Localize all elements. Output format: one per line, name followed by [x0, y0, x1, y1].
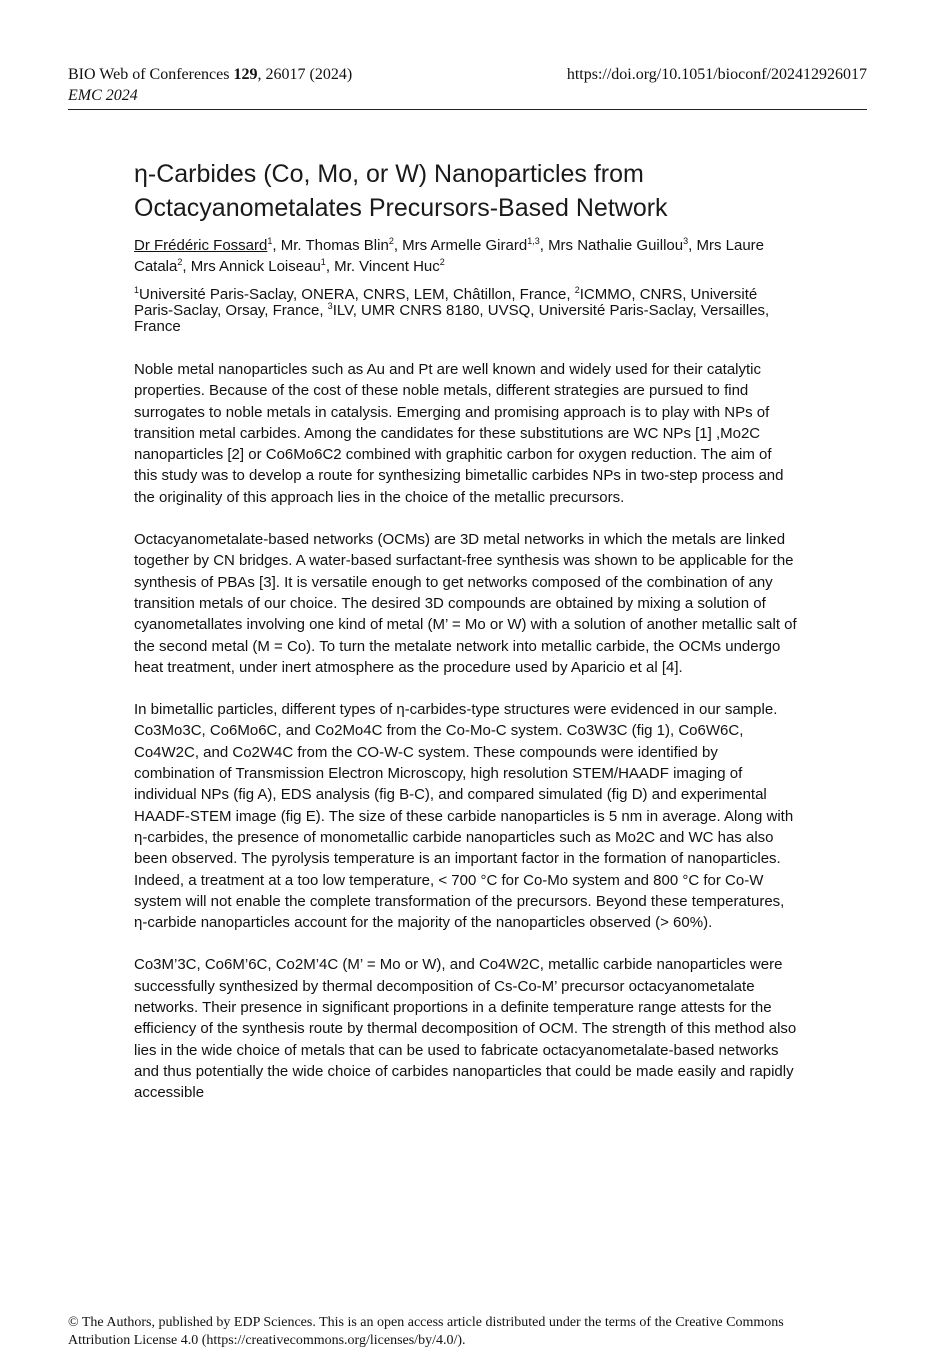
author-list	[134, 235, 798, 277]
abstract-content	[134, 157, 798, 1125]
author-affil-mark: 2	[177, 257, 183, 267]
affil-mark: 2	[574, 285, 580, 295]
journal-citation	[68, 64, 352, 106]
paragraph: Noble metal nanoparticles such as Au and Pt are well known and widely used for their catalytic properties. Because of the cost of these noble metals, different strategies are pursued to find surrogates to noble metals in catalysis. Emerging and promising approach is to play with NPs of transition metal carbides. Among the candidates for these substitutions are WC NPs [1] ,Mo2C nanoparticles [2] or Co6Mo6C2 combined with graphitic carbon for oxygen reduction. The aim of this study was to develop a route for synthesizing bimetallic carbides NPs in two-step process and the originality of this approach lies in the choice of the metallic precursors.	[134, 361, 784, 506]
author	[134, 237, 281, 254]
author-sep: ,	[688, 237, 697, 254]
title-line-2: Octacyanometalates Precursors-Based Network	[134, 194, 668, 222]
license-line-1: © The Authors, published by EDP Sciences. This is an open access article distributed under the terms of the Creative Commons	[68, 1315, 784, 1330]
license-footer	[68, 1314, 868, 1350]
author-name: Mrs Laure Catala	[134, 237, 765, 275]
author-affil-mark: 2	[388, 236, 394, 246]
author-affil-mark: 3	[683, 236, 689, 246]
author	[548, 237, 696, 254]
author	[281, 237, 402, 254]
author-affil-mark: 1	[267, 236, 273, 246]
author-name: Mrs Annick Loiseau	[190, 258, 321, 275]
license-line-2-prefix: Attribution License 4.0 (	[68, 1333, 207, 1348]
license-link[interactable]: https://creativecommons.org/licenses/by/4.0/	[206, 1333, 458, 1348]
paper-title	[134, 157, 798, 225]
author	[402, 237, 548, 254]
paragraph: Co3M’3C, Co6M’6C, Co2M’4C (M’ = Mo or W), and Co4W2C, metallic carbide nanoparticles were successfully synthesized by thermal decomposition of Cs-Co-M’ precursor octacyanometalate networks. Their presence in significant proportions in a definite temperature range attests for the efficiency of the synthesis route by thermal decomposition of OCM. The strength of this method also lies in the wide choice of metals that can be used to fabricate octacyanometalate-based networks and thus potentially the wide choice of carbides nanoparticles that could be made easily and rapidly accessible	[134, 956, 797, 1102]
license-line-2-suffix: ).	[457, 1333, 466, 1348]
author	[191, 258, 334, 275]
affil-mark: 1	[134, 285, 140, 295]
journal-article-number: , 26017 (2024)	[257, 66, 353, 83]
paragraph: Octacyanometalate-based networks (OCMs) are 3D metal networks in which the metals are linked together by CN bridges. A water-based surfactant-free synthesis was shown to be applicable for the synthesis of PBAs [3]. It is versatile enough to get networks composed of the combination of any transition metals of our choice. The desired 3D compounds are obtained by mixing a solution of cyanometallates involving one kind of metal (M’ = Mo or W) with a solution of another metallic salt of the second metal (M = Co). To turn the metalate network into metallic carbide, the OCMs undergo heat treatment, under inert atmosphere as the procedure used by Aparicio et al [4].	[134, 531, 797, 676]
title-line-1: η-Carbides (Co, Mo, or W) Nanoparticles from	[134, 160, 644, 188]
affiliations	[134, 287, 798, 335]
doi-block	[567, 64, 867, 85]
author-affil-mark: 1,3	[527, 236, 540, 246]
abstract-body	[134, 359, 798, 1104]
affiliation: Université Paris-Saclay, ONERA, CNRS, LEM, Châtillon, France,	[139, 286, 575, 303]
author-name: Mr. Vincent Huc	[334, 258, 440, 275]
journal-volume: 129	[233, 66, 258, 83]
author-name: Mrs Armelle Girard	[402, 237, 528, 254]
affiliation: ILV, UMR CNRS 8180, UVSQ, Université Paris-Saclay, Versailles, France	[134, 302, 770, 335]
author-sep: ,	[539, 237, 549, 254]
author-sep: ,	[272, 237, 281, 254]
author-affil-mark: 2	[439, 257, 445, 267]
doi-link[interactable]: https://doi.org/10.1051/bioconf/202412926017	[566, 66, 867, 83]
author-sep: ,	[182, 258, 191, 275]
author	[334, 258, 445, 275]
conference-name: EMC 2024	[68, 87, 138, 104]
paragraph: In bimetallic particles, different types of η-carbides-type structures were evidenced in our sample. Co3Mo3C, Co6Mo6C, and Co2Mo4C from the Co-Mo-C system. Co3W3C (fig 1), Co6W6C, Co4W2C, and Co2W4C from the CO-W-C system. These compounds were identified by combination of Transmission Electron Microscopy, high resolution STEM/HAADF imaging of individual NPs (fig A), EDS analysis (fig B-C), and compared simulated (fig D) and experimental HAADF-STEM image (fig E). The size of these carbide nanoparticles is 5 nm in average. Along with η-carbides, the presence of monometallic carbide nanoparticles such as Mo2C and WC has also been observed. The pyrolysis temperature is an important factor in the formation of nanoparticles. Indeed, a treatment at a too low temperature, < 700 °C for Co-Mo system and 800 °C for Co-W system will not enable the complete transformation of the precursors. Beyond these temperatures, η-carbide nanoparticles account for the majority of the nanoparticles observed (> 60%).	[134, 701, 794, 932]
author-name: Mr. Thomas Blin	[280, 237, 389, 254]
author-name: Dr Frédéric Fossard	[134, 237, 268, 254]
author-name: Mrs Nathalie Guillou	[548, 237, 684, 254]
author-sep: ,	[393, 237, 403, 254]
affiliation: ICMMO, CNRS, Université Paris-Saclay, Orsay, France,	[134, 286, 758, 319]
author-affil-mark: 1	[320, 257, 326, 267]
affil-mark: 3	[327, 301, 333, 311]
author-sep: ,	[325, 258, 335, 275]
journal-name: BIO Web of Conferences	[68, 66, 234, 83]
page-header	[68, 64, 867, 110]
